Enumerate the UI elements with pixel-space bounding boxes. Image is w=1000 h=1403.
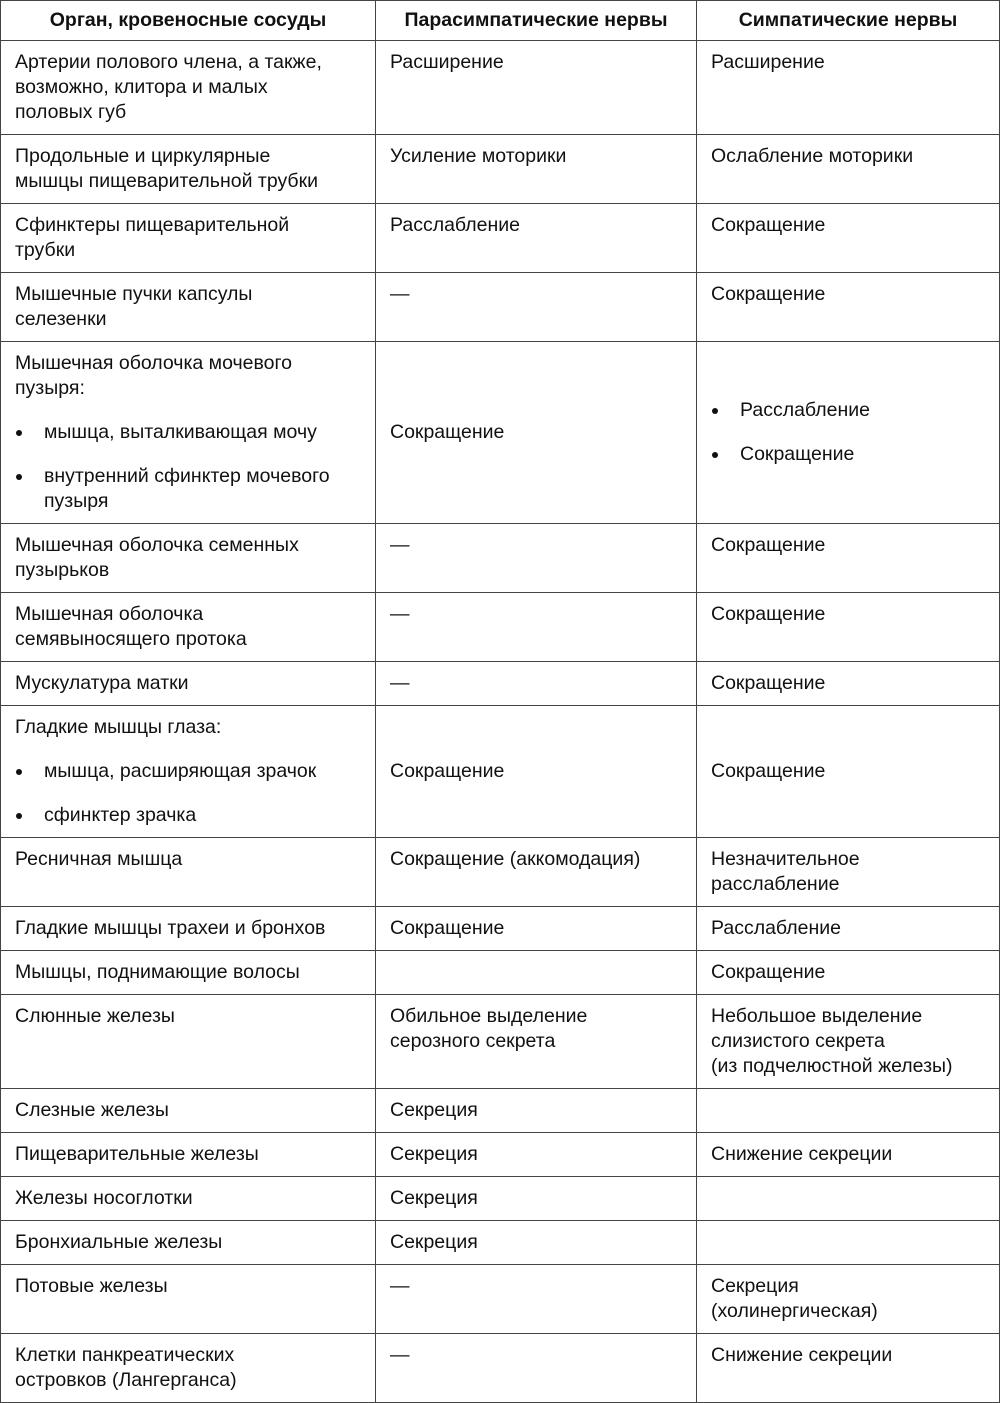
table-row [1, 342, 1000, 524]
parasympathetic-cell [376, 342, 697, 524]
parasympathetic-cell [376, 1221, 697, 1265]
sympathetic-cell [697, 41, 1000, 135]
sympathetic-text: Сокращение [711, 534, 826, 556]
sympathetic-cell [697, 342, 1000, 524]
parasympathetic-text: — [390, 603, 410, 625]
organ-text: Пищеварительные железы [15, 1143, 259, 1165]
table-row [1, 135, 1000, 204]
table-row [1, 1265, 1000, 1334]
table-row [1, 41, 1000, 135]
parasympathetic-text: Сокращение [390, 917, 505, 939]
parasympathetic-text: Обильное выделение серозного секрета [390, 1005, 588, 1052]
sympathetic-cell [697, 907, 1000, 951]
organ-bullet-list [15, 759, 363, 828]
organ-text: Мышечная оболочка семенных пузырьков [15, 534, 299, 581]
organ-cell [1, 1265, 376, 1334]
sympathetic-cell [697, 706, 1000, 838]
sympathetic-text: Расширение [711, 51, 825, 73]
organ-intro-text: Мышечная оболочка мочевого пузыря: [15, 352, 293, 399]
parasympathetic-text: — [390, 672, 410, 694]
sympathetic-cell [697, 1221, 1000, 1265]
parasympathetic-text: Секреция [390, 1099, 478, 1121]
parasympathetic-cell [376, 524, 697, 593]
table-row [1, 951, 1000, 995]
organ-cell [1, 706, 376, 838]
list-item-text: Сокращение [740, 443, 855, 465]
sympathetic-cell [697, 1177, 1000, 1221]
parasympathetic-text: — [390, 1275, 410, 1297]
organ-cell [1, 995, 376, 1089]
list-item-text: мышца, выталкивающая мочу [44, 421, 317, 443]
organ-text: Гладкие мышцы трахеи и бронхов [15, 917, 326, 939]
table-row [1, 204, 1000, 273]
parasympathetic-text: Расслабление [390, 214, 520, 236]
table-row [1, 995, 1000, 1089]
table-row [1, 1089, 1000, 1133]
organ-text: Клетки панкреатических островков (Лангерганса) [15, 1344, 237, 1391]
table-row [1, 593, 1000, 662]
organ-text: Мышцы, поднимающие волосы [15, 961, 300, 983]
sympathetic-text: Ослабление моторики [711, 145, 914, 167]
sympathetic-cell [697, 951, 1000, 995]
parasympathetic-cell [376, 1177, 697, 1221]
organ-text: Ресничная мышца [15, 848, 183, 870]
sympathetic-text: Сокращение [711, 672, 826, 694]
list-item-text: Расслабление [740, 399, 870, 421]
organ-text: Слюнные железы [15, 1005, 175, 1027]
sympathetic-text: Снижение секреции [711, 1143, 893, 1165]
list-item [15, 759, 363, 784]
sympathetic-bullet-list [711, 398, 987, 467]
organ-intro-text: Гладкие мышцы глаза: [15, 716, 222, 738]
parasympathetic-cell [376, 273, 697, 342]
parasympathetic-text: Сокращение (аккомодация) [390, 848, 641, 870]
parasympathetic-cell [376, 662, 697, 706]
parasympathetic-text: Секреция [390, 1143, 478, 1165]
organ-cell [1, 1334, 376, 1403]
bullet-icon [16, 769, 22, 775]
parasympathetic-cell [376, 593, 697, 662]
table-row [1, 706, 1000, 838]
organ-text: Артерии полового члена, а также, возможно, клитора и малых половых губ [15, 51, 322, 123]
organ-text: Мускулатура матки [15, 672, 189, 694]
list-item-text: мышца, расширяющая зрачок [44, 760, 317, 782]
parasympathetic-text: Секреция [390, 1187, 478, 1209]
organ-text: Железы носоглотки [15, 1187, 193, 1209]
sympathetic-text: Незначительное расслабление [711, 848, 860, 895]
organ-text: Слезные железы [15, 1099, 169, 1121]
bullet-icon [712, 452, 718, 458]
bullet-icon [16, 813, 22, 819]
parasympathetic-text: Сокращение [390, 421, 505, 443]
sympathetic-cell [697, 135, 1000, 204]
organ-text: Сфинктеры пищеварительной трубки [15, 214, 290, 261]
sympathetic-text: Сокращение [711, 214, 826, 236]
organ-cell [1, 135, 376, 204]
parasympathetic-cell [376, 1089, 697, 1133]
parasympathetic-cell [376, 907, 697, 951]
organ-text: Мышечная оболочка семявыносящего протока [15, 603, 247, 650]
column-header-organ: Орган, кровеносные сосуды [1, 1, 376, 41]
organ-cell [1, 1089, 376, 1133]
organ-cell [1, 1221, 376, 1265]
organ-cell [1, 662, 376, 706]
organ-cell [1, 273, 376, 342]
parasympathetic-cell [376, 135, 697, 204]
list-item [711, 442, 987, 467]
table-header-row [1, 1, 1000, 41]
sympathetic-text: Сокращение [711, 961, 826, 983]
parasympathetic-text: Сокращение [390, 760, 505, 782]
organ-text: Бронхиальные железы [15, 1231, 223, 1253]
sympathetic-text: Сокращение [711, 760, 826, 782]
column-header-sympathetic: Симпатические нервы [697, 1, 1000, 41]
organ-text: Мышечные пучки капсулы селезенки [15, 283, 253, 330]
parasympathetic-text: Расширение [390, 51, 504, 73]
organ-text: Продольные и циркулярные мышцы пищеварительной трубки [15, 145, 319, 192]
sympathetic-cell [697, 662, 1000, 706]
organ-cell [1, 342, 376, 524]
table-row [1, 1221, 1000, 1265]
list-item [711, 398, 987, 423]
organ-cell [1, 951, 376, 995]
sympathetic-cell [697, 838, 1000, 907]
sympathetic-text: Сокращение [711, 283, 826, 305]
sympathetic-cell [697, 273, 1000, 342]
organ-cell [1, 41, 376, 135]
parasympathetic-cell [376, 995, 697, 1089]
organ-cell [1, 1177, 376, 1221]
table-row [1, 1177, 1000, 1221]
organ-cell [1, 204, 376, 273]
organ-cell [1, 838, 376, 907]
parasympathetic-text: Усиление моторики [390, 145, 567, 167]
sympathetic-cell [697, 1089, 1000, 1133]
sympathetic-cell [697, 524, 1000, 593]
bullet-icon [16, 474, 22, 480]
sympathetic-text: Секреция (холинергическая) [711, 1275, 878, 1322]
list-item [15, 420, 363, 445]
parasympathetic-cell [376, 1334, 697, 1403]
sympathetic-cell [697, 1133, 1000, 1177]
sympathetic-cell [697, 204, 1000, 273]
table-row [1, 662, 1000, 706]
table-row [1, 1334, 1000, 1403]
parasympathetic-cell [376, 951, 697, 995]
table-row [1, 273, 1000, 342]
parasympathetic-cell [376, 41, 697, 135]
sympathetic-cell [697, 995, 1000, 1089]
bullet-icon [16, 430, 22, 436]
column-header-parasympathetic: Парасимпатические нервы [376, 1, 697, 41]
bullet-icon [712, 408, 718, 414]
parasympathetic-cell [376, 706, 697, 838]
sympathetic-text: Снижение секреции [711, 1344, 893, 1366]
parasympathetic-cell [376, 204, 697, 273]
sympathetic-text: Сокращение [711, 603, 826, 625]
list-item-text: сфинктер зрачка [44, 804, 197, 826]
sympathetic-text: Небольшое выделение слизистого секрета (из подчелюстной железы) [711, 1005, 953, 1077]
sympathetic-cell [697, 1265, 1000, 1334]
parasympathetic-cell [376, 1265, 697, 1334]
parasympathetic-text: — [390, 283, 410, 305]
organ-bullet-list [15, 420, 363, 514]
sympathetic-cell [697, 1334, 1000, 1403]
sympathetic-text: Расслабление [711, 917, 841, 939]
table-row [1, 907, 1000, 951]
table-row [1, 1133, 1000, 1177]
organ-cell [1, 524, 376, 593]
list-item [15, 803, 363, 828]
parasympathetic-text: Секреция [390, 1231, 478, 1253]
parasympathetic-text: — [390, 1344, 410, 1366]
table-row [1, 838, 1000, 907]
parasympathetic-text: — [390, 534, 410, 556]
organ-cell [1, 593, 376, 662]
parasympathetic-cell [376, 1133, 697, 1177]
parasympathetic-cell [376, 838, 697, 907]
organ-cell [1, 1133, 376, 1177]
table-row [1, 524, 1000, 593]
organ-cell [1, 907, 376, 951]
list-item-text: внутренний сфинктер мочевого пузыря [44, 465, 330, 512]
list-item [15, 464, 363, 514]
organ-text: Потовые железы [15, 1275, 168, 1297]
sympathetic-cell [697, 593, 1000, 662]
